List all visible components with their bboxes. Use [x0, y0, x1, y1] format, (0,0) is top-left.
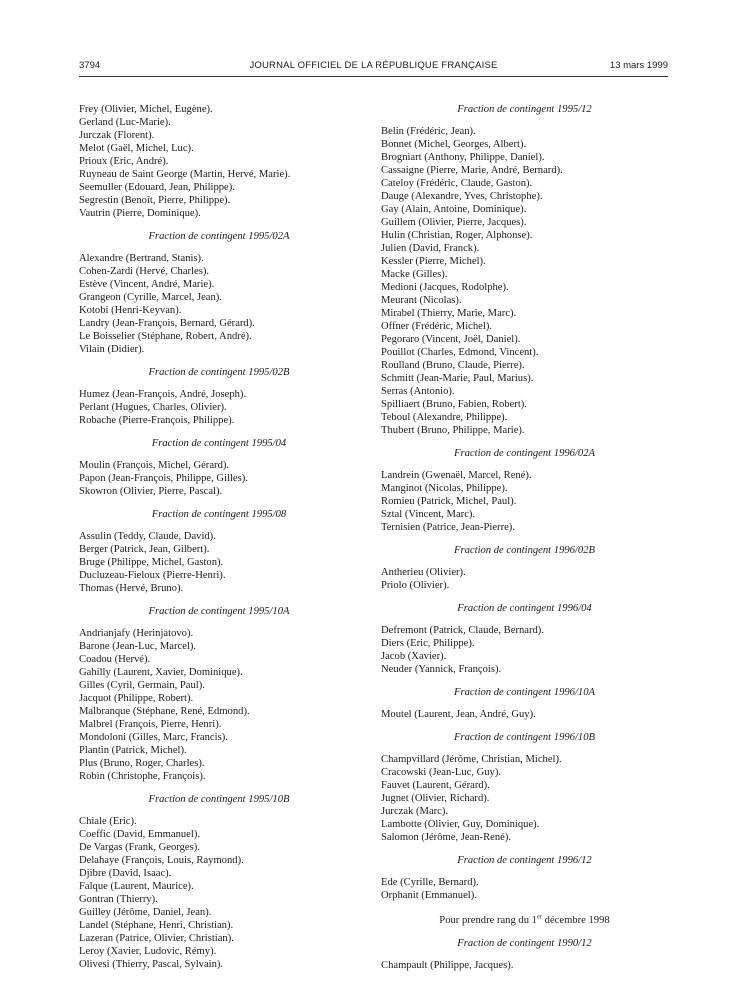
name-entry: Roulland (Bruno, Claude, Pierre).: [381, 360, 525, 371]
section-heading: Fraction de contingent 1996/12: [457, 855, 592, 866]
name-entry: Belin (Frédéric, Jean).: [381, 126, 476, 137]
section-heading: Fraction de contingent 1996/02A: [454, 448, 595, 459]
section-heading: Fraction de contingent 1996/04: [457, 603, 592, 614]
name-entry: Teboul (Alexandre, Philippe).: [381, 412, 508, 423]
name-entry: Julien (David, Franck).: [381, 243, 480, 254]
name-entry: Frey (Olivier, Michel, Eugène).: [79, 104, 213, 115]
name-entry: Orphanit (Emmanuel).: [381, 890, 477, 901]
name-entry: Antherieu (Olivier).: [381, 567, 466, 578]
name-entry: Segrestin (Benoît, Pierre, Philippe).: [79, 195, 231, 206]
name-entry: Leroy (Xavier, Ludovic, Rémy).: [79, 946, 217, 957]
name-entry: Landrein (Gwenaël, Marcel, René).: [381, 470, 532, 481]
name-entry: Jugnet (Olivier, Richard).: [381, 793, 490, 804]
name-entry: Medioni (Jacques, Rodolphe).: [381, 282, 509, 293]
name-entry: Ruyneau de Saint George (Martin, Hervé, Marie).: [79, 169, 291, 180]
name-entry: Ede (Cyrille, Bernard).: [381, 877, 479, 888]
name-entry: Guilley (Jérôme, Daniel, Jean).: [79, 907, 212, 918]
section-heading: Fraction de contingent 1990/12: [457, 938, 592, 949]
name-entry: Olivesi (Thierry, Pascal, Sylvain).: [79, 959, 224, 970]
name-entry: Thomas (Hervé, Bruno).: [79, 583, 184, 594]
name-entry: Prioux (Eric, André).: [79, 156, 169, 167]
name-entry: De Vargas (Frank, Georges).: [79, 842, 200, 853]
section-heading: Fraction de contingent 1996/10B: [454, 732, 595, 743]
name-entry: Seemuller (Edouard, Jean, Philippe).: [79, 182, 235, 193]
name-entry: Meurant (Nicolas).: [381, 295, 462, 306]
section-heading: Fraction de contingent 1995/02A: [148, 231, 290, 242]
name-entry: Fauvet (Laurent, Gérard).: [381, 780, 490, 791]
name-entry: Assulin (Teddy, Claude, David).: [79, 531, 216, 542]
rank-heading-text: Pour prendre rang du 1: [439, 915, 537, 926]
name-entry: Priolo (Olivier).: [381, 580, 450, 591]
name-entry: Kessler (Pierre, Michel).: [381, 256, 486, 267]
name-entry: Robin (Christophe, François).: [79, 771, 206, 782]
name-entry: Diers (Eric, Philippe).: [381, 638, 475, 649]
name-entry: Ternisien (Patrice, Jean-Pierre).: [381, 522, 515, 533]
section-heading: Fraction de contingent 1995/12: [457, 104, 592, 115]
name-entry: Gay (Alain, Antoine, Dominique).: [381, 204, 527, 215]
name-entry: Perlant (Hugues, Charles, Olivier).: [79, 402, 227, 413]
name-entry: Grangeon (Cyrille, Marcel, Jean).: [79, 292, 222, 303]
name-entry: Delahaye (François, Louis, Raymond).: [79, 855, 244, 866]
name-entry: Kotobi (Henri-Keyvan).: [79, 305, 182, 316]
name-entry: Estève (Vincent, André, Marie).: [79, 279, 215, 290]
name-entry: Serras (Antonio).: [381, 386, 455, 397]
page-header: [79, 60, 668, 77]
section-heading: Fraction de contingent 1996/10A: [454, 687, 595, 698]
section-heading: Fraction de contingent 1995/10B: [148, 794, 290, 805]
name-entry: Pouillot (Charles, Edmond, Vincent).: [381, 347, 539, 358]
name-entry: Cohen-Zardi (Hervé, Charles).: [79, 266, 210, 277]
name-entry: Moutel (Laurent, Jean, André, Guy).: [381, 709, 536, 720]
name-entry: Jacob (Xavier).: [381, 651, 447, 662]
name-entry: Lazeran (Patrice, Olivier, Christian).: [79, 933, 234, 944]
rank-heading: [381, 914, 668, 927]
left-column: [79, 103, 359, 971]
name-entry: Berger (Patrick, Jean, Gilbert).: [79, 544, 210, 555]
name-entry: Romieu (Patrick, Michel, Paul).: [381, 496, 517, 507]
name-entry: Robache (Pierre-François, Philippe).: [79, 415, 235, 426]
name-entry: Chiale (Eric).: [79, 816, 137, 827]
name-entry: Barone (Jean-Luc, Marcel).: [79, 641, 197, 652]
name-entry: Melot (Gaël, Michel, Luc).: [79, 143, 194, 154]
name-entry: Jurczak (Marc).: [381, 806, 449, 817]
name-entry: Salomon (Jérôme, Jean-René).: [381, 832, 512, 843]
name-entry: Macke (Gilles).: [381, 269, 448, 280]
name-entry: Vautrin (Pierre, Dominique).: [79, 208, 201, 219]
name-entry: Bruge (Philippe, Michel, Gaston).: [79, 557, 224, 568]
name-entry: Pegoraro (Vincent, Joël, Daniel).: [381, 334, 521, 345]
name-entry: Lambotte (Olivier, Guy, Dominique).: [381, 819, 540, 830]
section-heading: Fraction de contingent 1995/08: [151, 509, 287, 520]
name-entry: Brogniart (Anthony, Philippe, Daniel).: [381, 152, 545, 163]
journal-title: JOURNAL OFFICIEL DE LA RÉPUBLIQUE FRANÇAISE: [249, 60, 498, 71]
name-entry: Gontran (Thierry).: [79, 894, 158, 905]
name-entry: Gilles (Cyril, Germain, Paul).: [79, 680, 205, 691]
name-entry: Humez (Jean-François, André, Joseph).: [79, 389, 247, 400]
right-column: [381, 103, 668, 972]
name-entry: Falque (Laurent, Maurice).: [79, 881, 194, 892]
name-entry: Gahilly (Laurent, Xavier, Dominique).: [79, 667, 243, 678]
name-entry: Mondoloni (Gilles, Marc, Francis).: [79, 732, 228, 743]
name-entry: Jacquot (Philippe, Robert).: [79, 693, 194, 704]
page-number: 3794: [79, 60, 101, 71]
name-entry: Thubert (Bruno, Philippe, Marie).: [381, 425, 525, 436]
name-entry: Champault (Philippe, Jacques).: [381, 960, 514, 971]
section-heading: Fraction de contingent 1995/10A: [148, 606, 290, 617]
issue-date: 13 mars 1999: [609, 60, 668, 71]
ordinal-superscript: er: [536, 913, 543, 921]
name-entry: Plantin (Patrick, Michel).: [79, 745, 187, 756]
name-entry: Papon (Jean-François, Philippe, Gilles).: [79, 473, 248, 484]
name-entry: Coadou (Hervé).: [79, 654, 151, 665]
name-entry: Cracowski (Jean-Luc, Guy).: [381, 767, 502, 778]
name-entry: Hulin (Christian, Roger, Alphonse).: [381, 230, 533, 241]
name-entry: Cateloy (Frédéric, Claude, Gaston).: [381, 178, 533, 189]
name-entry: Malbrel (François, Pierre, Henri).: [79, 719, 222, 730]
name-entry: Gerland (Luc-Marie).: [79, 117, 171, 128]
name-entry: Guillem (Olivier, Pierre, Jacques).: [381, 217, 527, 228]
name-entry: Plus (Bruno, Roger, Charles).: [79, 758, 205, 769]
name-entry: Dauge (Alexandre, Yves, Christophe).: [381, 191, 543, 202]
name-entry: Malbranque (Stéphane, René, Edmond).: [79, 706, 250, 717]
name-entry: Spilliaert (Bruno, Fabien, Robert).: [381, 399, 527, 410]
name-entry: Neuder (Yannick, François).: [381, 664, 502, 675]
name-entry: Champvillard (Jérôme, Christian, Michel).: [381, 754, 562, 765]
name-entry: Manginot (Nicolas, Philippe).: [381, 483, 508, 494]
name-entry: Djibre (David, Isaac).: [79, 868, 172, 879]
name-entry: Schmitt (Jean-Marie, Paul, Marius).: [381, 373, 534, 384]
name-entry: Jurczak (Florent).: [79, 130, 155, 141]
name-entry: Landel (Stéphane, Henri, Christian).: [79, 920, 234, 931]
name-entry: Coeffic (David, Emmanuel).: [79, 829, 201, 840]
section-heading: Fraction de contingent 1995/02B: [148, 367, 290, 378]
name-entry: Vilain (Didier).: [79, 344, 145, 355]
name-entry: Skowron (Olivier, Pierre, Pascal).: [79, 486, 223, 497]
name-entry: Sztal (Vincent, Marc).: [381, 509, 476, 520]
name-entry: Landry (Jean-François, Bernard, Gérard).: [79, 318, 255, 329]
name-entry: Ducluzeau-Fieloux (Pierre-Henri).: [79, 570, 226, 581]
name-entry: Andrianjafy (Herinjatovo).: [79, 628, 194, 639]
name-entry: Alexandre (Bertrand, Stanis).: [79, 253, 204, 264]
name-entry: Mirabel (Thierry, Marie, Marc).: [381, 308, 517, 319]
name-entry: Cassaigne (Pierre, Marie, André, Bernard).: [381, 165, 563, 176]
rank-heading-date: décembre 1998: [542, 915, 610, 926]
name-entry: Moulin (François, Michel, Gérard).: [79, 460, 230, 471]
section-heading: Fraction de contingent 1996/02B: [454, 545, 595, 556]
name-entry: Bonnet (Michel, Georges, Albert).: [381, 139, 527, 150]
section-heading: Fraction de contingent 1995/04: [151, 438, 287, 449]
name-entry: Defremont (Patrick, Claude, Bernard).: [381, 625, 544, 636]
name-entry: Offner (Frédéric, Michel).: [381, 321, 492, 332]
name-entry: Le Boisselier (Stéphane, Robert, André).: [79, 331, 252, 342]
